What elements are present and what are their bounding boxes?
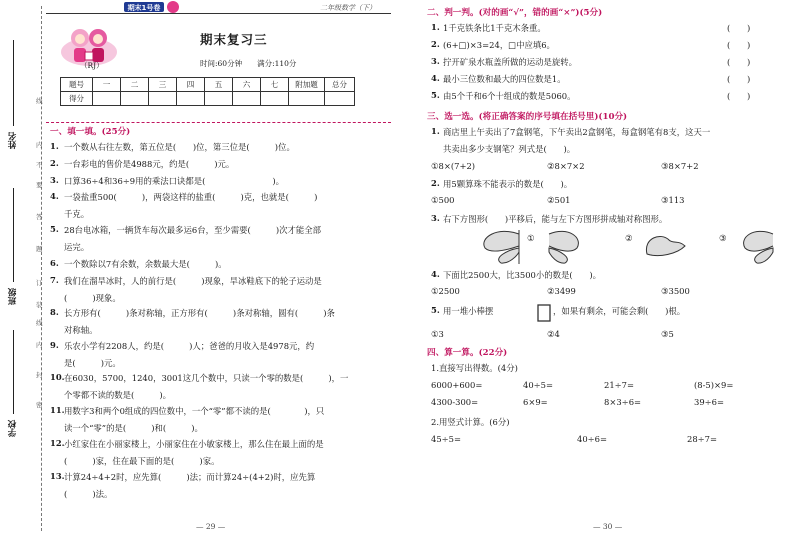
oral-expression[interactable]: (8-5)×9= <box>694 380 734 390</box>
question-text: 28台电冰箱，一辆货车每次最多运6台，至少需要( )次才能全部 <box>64 225 322 235</box>
question-text: 一个数从右往左数，第五位是( )位，第三位是( )位。 <box>64 142 295 152</box>
gutter-mark: 内 <box>36 341 43 349</box>
series-logo <box>124 0 182 14</box>
calc-sub2: 2.用竖式计算。(6分) <box>431 417 510 427</box>
question-text: 右下方图形( )平移后，能与左下方图形拼成轴对称图形。 <box>443 214 668 224</box>
gutter-mark: 线 <box>36 97 43 105</box>
name-label: 姓名 <box>8 132 18 149</box>
answer-paren[interactable]: ( ) <box>727 74 751 84</box>
gutter-mark: 封 <box>36 371 43 379</box>
score-cell[interactable] <box>233 92 261 106</box>
class-blank[interactable] <box>13 188 14 282</box>
gutter-mark: 要 <box>36 181 43 189</box>
school-blank[interactable] <box>13 330 14 414</box>
edition-label: （RJ） <box>80 61 104 70</box>
question-text: ( )现象。 <box>64 292 121 303</box>
right-page <box>397 0 794 537</box>
calc-sub1: 1.直接写出得数。(4分) <box>431 363 518 373</box>
judge-statement: (6+□)×3=24，□中应填6。 <box>443 40 555 50</box>
question-number: 1. <box>50 141 59 151</box>
question-text: 小红家住在小丽家楼上，小丽家住在小敏家楼上，那么住在最上面的是 <box>64 439 324 449</box>
score-cell[interactable] <box>93 92 121 106</box>
question-number: 12. <box>50 438 65 448</box>
score-cell[interactable] <box>177 92 205 106</box>
oral-expression[interactable]: 6×9= <box>523 397 548 407</box>
choice-option[interactable]: ①8×(7+2) <box>431 161 476 171</box>
oral-expression[interactable]: 4300-300= <box>431 397 479 407</box>
question-number: 13. <box>50 471 65 481</box>
question-text: 一个数除以7有余数，余数最大是( )。 <box>64 259 227 269</box>
gutter-mark: 装 <box>36 301 43 309</box>
school-label: 学校 <box>8 420 18 437</box>
vertical-expression[interactable]: 40÷6= <box>577 434 608 444</box>
score-header-cell: 七 <box>261 78 289 92</box>
choice-option[interactable]: ①500 <box>431 195 455 205</box>
section-heading-choose: 三、选一选。(将正确答案的序号填在括号里)(10分) <box>427 112 628 122</box>
choice-option[interactable]: ③3500 <box>661 286 690 296</box>
question-number: 4. <box>50 191 59 201</box>
question-text: 是( )元。 <box>64 357 121 368</box>
question-text: 长方形有( )条对称轴，正方形有( )条对称轴，圆有( )条 <box>64 308 335 318</box>
page-number: — 30 — <box>593 522 623 531</box>
gutter-mark: 线 <box>36 319 43 327</box>
question-number: 1. <box>431 126 440 136</box>
oral-expression[interactable]: 6000+600= <box>431 380 483 390</box>
question-text: ，如果有剩余，可能会剩( )根。 <box>553 306 686 316</box>
question-text: 用数字3和两个0组成的四位数中，一个“零”都不读的是( )，只 <box>64 406 325 416</box>
score-table <box>60 77 355 106</box>
time-info: 时间:60分钟 满分:110分 <box>200 59 297 68</box>
judge-statement: 1千克铁条比1千克木条重。 <box>443 23 546 33</box>
question-number: 7. <box>50 275 59 285</box>
question-number: 4. <box>431 73 440 83</box>
question-text: 读一个“零”的是( )和( )。 <box>64 422 203 433</box>
question-number: 3. <box>431 56 440 66</box>
question-text: 一袋盐重500( )，两袋这样的盐重( )克，也就是( ) <box>64 192 318 202</box>
score-header-cell: 六 <box>233 78 261 92</box>
score-cell[interactable] <box>261 92 289 106</box>
question-text: 计算24÷4+2时，应先算( )法；而计算24÷(4+2)时，应先算 <box>64 472 316 482</box>
score-header-cell: 题号 <box>61 78 93 92</box>
page-number: — 29 — <box>196 522 226 531</box>
question-number: 3. <box>431 213 440 223</box>
choice-option[interactable]: ③5 <box>661 329 674 339</box>
vertical-expression[interactable]: 45÷5= <box>431 434 462 444</box>
section-heading-calc: 四、算一算。(22分) <box>427 348 508 358</box>
choice-option[interactable]: ③113 <box>661 195 685 205</box>
question-text: 共卖出多少支钢笔？列式是( )。 <box>443 144 576 154</box>
answer-paren[interactable]: ( ) <box>727 40 751 50</box>
score-cell[interactable] <box>325 92 355 106</box>
oral-expression[interactable]: 8×3÷6= <box>604 397 642 407</box>
choice-option[interactable]: ②4 <box>547 329 560 339</box>
question-number: 3. <box>50 175 59 185</box>
judge-statement: 最小三位数和最大的四位数是1。 <box>443 74 566 84</box>
question-number: 5. <box>50 224 59 234</box>
question-text: 用5颗算珠不能表示的数是( )。 <box>443 179 573 189</box>
oral-expression[interactable]: 39÷6= <box>694 397 725 407</box>
butterfly-half-left-figure <box>477 230 521 264</box>
gutter-mark: 订 <box>36 279 43 287</box>
gutter-mark: 不 <box>36 161 43 169</box>
question-number: 5. <box>431 305 440 315</box>
score-header-cell: 四 <box>177 78 205 92</box>
question-text: 用一堆小棒摆 <box>443 306 494 316</box>
question-text: 对称轴。 <box>64 324 98 335</box>
gutter-mark: 密 <box>36 401 43 409</box>
question-number: 2. <box>431 178 440 188</box>
answer-paren[interactable]: ( ) <box>727 57 751 67</box>
choice-option[interactable]: ②3499 <box>547 286 576 296</box>
question-number: 2. <box>431 39 440 49</box>
class-label: 班级 <box>8 288 18 305</box>
question-number: 2. <box>50 158 59 168</box>
score-header-cell: 二 <box>121 78 149 92</box>
question-text: 千克。 <box>64 208 90 219</box>
binding-line <box>41 6 42 531</box>
score-cell[interactable] <box>149 92 177 106</box>
question-text: 口算36÷4和36÷9用的乘法口诀都是( )。 <box>64 176 285 186</box>
choice-option[interactable]: ③8×7+2 <box>661 161 699 171</box>
score-header-cell: 一 <box>93 78 121 92</box>
judge-statement: 由5个千和6个十组成的数是5060。 <box>443 91 576 101</box>
butterfly-option-2-figure <box>643 232 687 258</box>
choice-option[interactable]: ③ <box>719 233 727 243</box>
question-number: 11. <box>50 405 65 415</box>
score-table-header-row <box>61 78 355 92</box>
gutter-mark: 内 <box>36 141 43 149</box>
score-header-cell: 附加题 <box>289 78 325 92</box>
question-text: 一台彩电的售价是4988元，约是( )元。 <box>64 159 235 169</box>
question-text: 个零都不读的数是( )。 <box>64 389 172 400</box>
stick-square-icon <box>537 304 551 322</box>
gutter-mark: 答 <box>36 213 43 221</box>
question-number: 10. <box>50 372 65 382</box>
question-text: 我们在溜旱冰时，人的前行是( )现象，旱冰鞋底下的轮子运动是 <box>64 276 322 286</box>
question-number: 4. <box>431 269 440 279</box>
choice-option[interactable]: ①2500 <box>431 286 460 296</box>
name-blank[interactable] <box>13 40 14 126</box>
score-table-score-row <box>61 92 355 106</box>
butterfly-option-1-figure <box>545 230 585 264</box>
question-number: 5. <box>431 90 440 100</box>
section-heading-fill: 一、填一填。(25分) <box>50 127 131 137</box>
score-header-cell: 三 <box>149 78 177 92</box>
question-number: 8. <box>50 307 59 317</box>
answer-paren[interactable]: ( ) <box>727 91 751 101</box>
oral-expression[interactable]: 40÷5= <box>523 380 554 390</box>
butterfly-option-3-figure <box>737 230 777 264</box>
choice-option[interactable]: ②501 <box>547 195 571 205</box>
question-number: 6. <box>50 258 59 268</box>
question-text: 乐农小学有2208人，约是( )人；爸爸的月收入是4978元，约 <box>64 341 315 351</box>
section-heading-judge: 二、判一判。(对的画“√”，错的画“×”)(5分) <box>427 8 603 18</box>
section-divider <box>46 122 391 123</box>
score-cell[interactable] <box>205 92 233 106</box>
page-title: 期末复习三 <box>200 32 268 47</box>
score-cell[interactable] <box>289 92 325 106</box>
choice-option[interactable]: ② <box>625 233 633 243</box>
score-header-cell: 五 <box>205 78 233 92</box>
oral-expression[interactable]: 21÷7= <box>604 380 635 390</box>
score-cell[interactable] <box>121 92 149 106</box>
logo-text: 期末1号卷 <box>127 4 161 12</box>
header-rule <box>46 13 391 14</box>
choice-option[interactable]: ②8×7×2 <box>547 161 585 171</box>
question-number: 9. <box>50 340 59 350</box>
gutter-mark: 题 <box>36 245 43 253</box>
judge-statement: 拧开矿泉水瓶盖所做的运动是旋转。 <box>443 57 577 67</box>
vertical-expression[interactable]: 28÷7= <box>687 434 718 444</box>
choice-option[interactable]: ① <box>527 233 535 243</box>
question-number: 1. <box>431 22 440 32</box>
question-text: 在6030，5700，1240，3001这几个数中，只读一个零的数是( )，一 <box>64 373 349 383</box>
question-text: 商店里上午卖出了7盒钢笔，下午卖出2盒钢笔，每盒钢笔有8支，这天一 <box>443 127 711 137</box>
answer-paren[interactable]: ( ) <box>727 23 751 33</box>
question-text: 运完。 <box>64 241 90 252</box>
score-row-label: 得分 <box>61 92 93 106</box>
question-text: ( )家，住在最下面的是( )家。 <box>64 455 220 466</box>
choice-option[interactable]: ①3 <box>431 329 444 339</box>
question-text: ( )法。 <box>64 488 113 499</box>
score-header-cell: 总分 <box>325 78 355 92</box>
question-text: 下面比2500大，比3500小的数是( )。 <box>443 270 602 280</box>
grade-label: 二年级数学（下） <box>320 4 376 12</box>
